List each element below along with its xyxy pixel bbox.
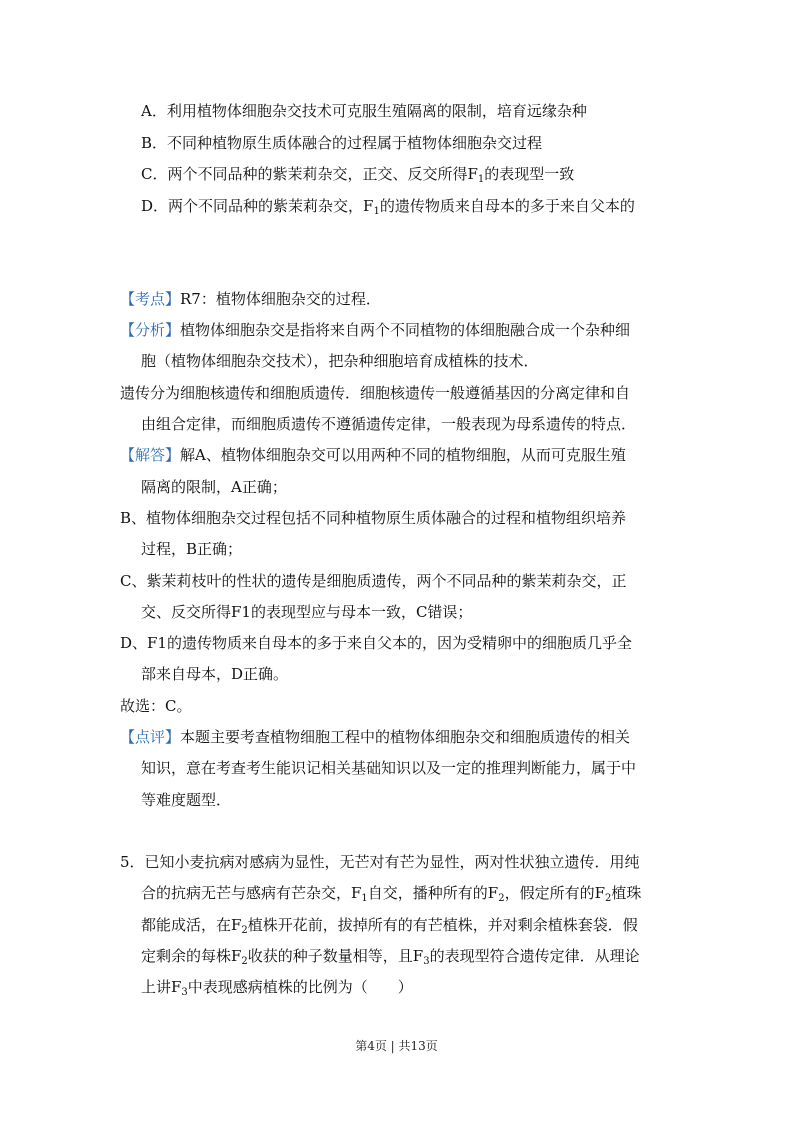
fenxi-line: 胞（植物体细胞杂交技术），把杂种细胞培育成植株的技术． [141, 352, 539, 370]
jieda-section: 【解答】解A、植物体细胞杂交可以用两种不同的植物细胞，从而可克服生殖 [120, 446, 626, 464]
jieda-line: D、F1的遗传物质来自母本的多于来自父本的，因为受精卵中的细胞质几乎全 [120, 634, 632, 652]
page-footer: 第4页 | 共13页 [355, 1039, 438, 1053]
jieda-line: 交、反交所得F1的表现型应与母本一致，C错误； [141, 603, 473, 621]
question-5-line: 定剩余的每株$F_2$收获的种子数量相等，且$F_3$的表现型符合遗传定律．从理论 [141, 947, 640, 967]
answer-line: 故选：C。 [120, 697, 192, 715]
fenxi-tag: 【分析】 [120, 321, 181, 339]
jieda-line: B、植物体细胞杂交过程包括不同种植物原生质体融合的过程和植物组织培养 [120, 509, 627, 527]
fenxi-line: 由组合定律，而细胞质遗传不遵循遗传定律，一般表现为母系遗传的特点． [141, 415, 637, 433]
dianping-line: 等难度题型． [141, 791, 232, 809]
question-5-line: 都能成活，在$F_2$植株开花前，拔掉所有的有芒植株，并对剩余植株套袋．假 [141, 916, 638, 936]
option-b: B．不同种植物原生质体融合的过程属于植物体细胞杂交过程 [141, 134, 543, 152]
jieda-line: 过程，B正确； [141, 540, 243, 558]
question-5-line: 上讲$F_3$中表现感病植株的比例为（ ） [141, 978, 413, 998]
dianping-section: 【点评】本题主要考查植物细胞工程中的植物体细胞杂交和细胞质遗传的相关 [120, 728, 631, 746]
kaodian-tag: 【考点】 [120, 290, 181, 308]
option-a: A．利用植物体细胞杂交技术可克服生殖隔离的限制，培育远缘杂种 [141, 102, 587, 120]
jieda-line: 隔离的限制，A正确； [141, 478, 287, 496]
question-5-line: 5．已知小麦抗病对感病为显性，无芒对有芒为显性，两对性状独立遗传．用纯 [120, 853, 640, 871]
dianping-line: 知识，意在考查考生能识记相关基础知识以及一定的推理判断能力，属于中 [141, 759, 637, 777]
option-c: C．两个不同品种的紫茉莉杂交，正交、反交所得$F_1$的表现型一致 [141, 165, 575, 185]
kaodian-text: R7：植物体细胞杂交的过程． [180, 290, 381, 308]
jieda-line: C、紫茉莉枝叶的性状的遗传是细胞质遗传，两个不同品种的紫茉莉杂交，正 [120, 572, 627, 590]
option-d: D．两个不同品种的紫茉莉杂交，$F_1$的遗传物质来自母本的多于来自父本的 [141, 197, 635, 217]
jieda-tag: 【解答】 [120, 446, 181, 464]
question-5-line: 合的抗病无芒与感病有芒杂交，$F_1$自交，播种所有的$F_2$，假定所有的$F_2$植珠 [141, 884, 642, 904]
fenxi-line: 遗传分为细胞核遗传和细胞质遗传．细胞核遗传一般遵循基因的分离定律和自 [120, 384, 631, 402]
kaodian-section [120, 289, 381, 309]
jieda-line: 部来自母本，D正确。 [141, 665, 289, 683]
dianping-tag: 【点评】 [120, 728, 181, 746]
fenxi-section: 【分析】植物体细胞杂交是指将来自两个不同植物的体细胞融合成一个杂种细 [120, 321, 631, 339]
